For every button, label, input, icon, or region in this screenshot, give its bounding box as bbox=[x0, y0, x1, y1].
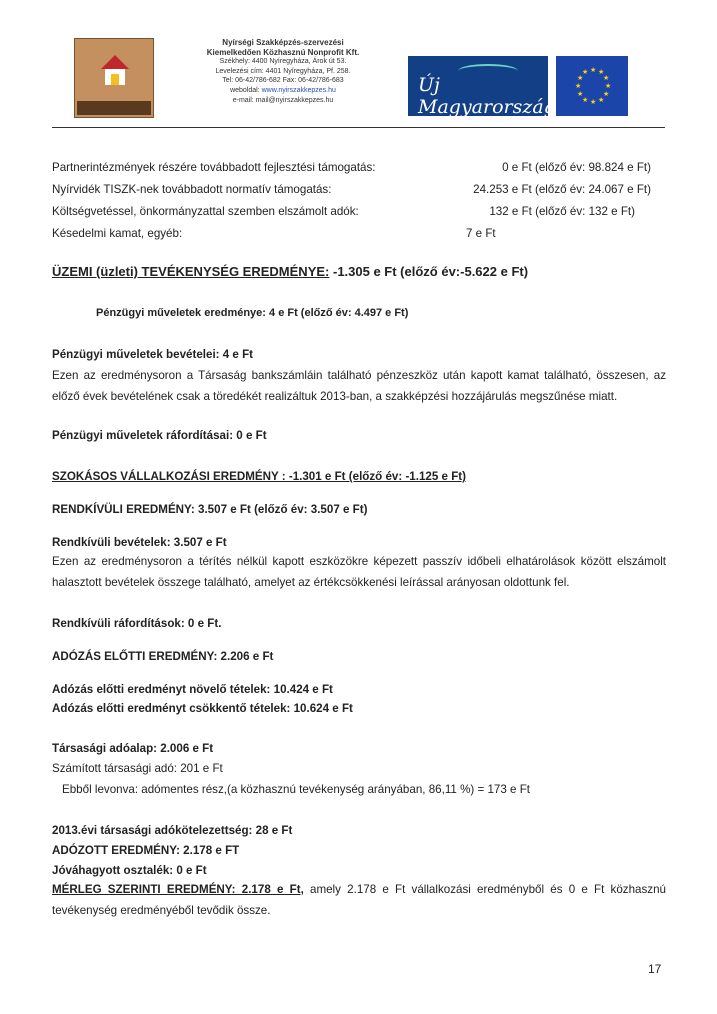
item-value: 7 e Ft bbox=[466, 227, 496, 240]
rendkivuli-bevetelek: Rendkívüli bevételek: 3.507 e Ft bbox=[52, 536, 227, 549]
svg-text:★: ★ bbox=[582, 68, 589, 76]
page-number: 17 bbox=[648, 962, 662, 976]
uj-magyarorszag-logo bbox=[408, 56, 556, 118]
adozas-elotti-heading: ADÓZÁS ELŐTTI EREDMÉNY: 2.206 e Ft bbox=[52, 650, 274, 663]
item-label: Késedelmi kamat, egyéb: bbox=[52, 227, 183, 240]
item-label: Partnerintézmények részére továbbadott fejlesztési támogatás: bbox=[52, 161, 376, 174]
svg-text:★: ★ bbox=[598, 96, 605, 104]
adokotelezettseg: 2013.évi társasági adókötelezettség: 28 e Ft bbox=[52, 824, 293, 837]
postal-address-line: Levelezési cím: 4401 Nyíregyháza, Pf. 258. bbox=[215, 67, 351, 75]
svg-text:★: ★ bbox=[605, 82, 612, 90]
svg-text:★: ★ bbox=[603, 74, 610, 82]
penzugyi-bevetelei-text: Ezen az eredménysoron a Társaság bankszámláin található pénzeszköz után kapott kamat található, összesen, az előző évek bevételének csak a töredékét realizáltuk 2013-ban, a szakképzési hozzájárulás megszűnése miatt. bbox=[52, 369, 666, 403]
szamitott-ado: Számított társasági adó: 201 e Ft bbox=[52, 762, 223, 775]
uzemi-heading: ÜZEMI (üzleti) TEVÉKENYSÉG EREDMÉNYE: -1.305 e Ft (előző év:-5.622 e Ft) bbox=[52, 264, 529, 279]
adozott-eredmeny: ADÓZOTT EREDMÉNY: 2.178 e FT bbox=[52, 844, 240, 857]
levonva-line: Ebből levonva: adómentes rész,(a közhasznú tevékenység arányában, 86,11 %) = 173 e Ft bbox=[62, 783, 531, 796]
website-link[interactable]: www.nyirszakkepzes.hu bbox=[261, 86, 336, 94]
header-divider bbox=[52, 127, 665, 128]
item-label: Nyírvidék TISZK-nek továbbadott normatív támogatás: bbox=[52, 183, 332, 196]
szokasos-heading: SZOKÁSOS VÁLLALKOZÁSI EREDMÉNY : -1.301 e Ft (előző év: -1.125 e Ft) bbox=[52, 470, 467, 483]
company-logo bbox=[74, 38, 154, 118]
rendkivuli-raforditasok: Rendkívüli ráfordítások: 0 e Ft. bbox=[52, 617, 222, 630]
penzugyi-raforditasai: Pénzügyi műveletek ráfordításai: 0 e Ft bbox=[52, 429, 267, 442]
email-label: e-mail: bbox=[232, 96, 254, 104]
svg-text:★: ★ bbox=[575, 82, 582, 90]
penzugyi-eredmeny: Pénzügyi műveletek eredménye: 4 e Ft (előző év: 4.497 e Ft) bbox=[96, 307, 409, 319]
svg-text:★: ★ bbox=[590, 66, 597, 74]
svg-text:★: ★ bbox=[577, 74, 584, 82]
org-name-line2: Kiemelkedően Közhasznú Nonprofit Kft. bbox=[206, 47, 360, 57]
web-label: weboldal: bbox=[230, 86, 260, 94]
svg-text:★: ★ bbox=[603, 90, 610, 98]
csokkento-tetelek: Adózás előtti eredményt csökkentő tételek: 10.624 e Ft bbox=[52, 702, 353, 715]
svg-text:★: ★ bbox=[582, 96, 589, 104]
novelo-tetelek: Adózás előtti eredményt növelő tételek: 10.424 e Ft bbox=[52, 683, 333, 696]
osztalek: Jóváhagyott osztalék: 0 e Ft bbox=[52, 864, 207, 877]
rendkivuli-heading: RENDKÍVÜLI EREDMÉNY: 3.507 e Ft (előző év: 3.507 e Ft) bbox=[52, 503, 368, 516]
svg-text:★: ★ bbox=[598, 68, 605, 76]
item-label: Költségvetéssel, önkormányzattal szemben elszámolt adók: bbox=[52, 205, 359, 218]
address-line: Székhely: 4400 Nyíregyháza, Árok út 53. bbox=[219, 58, 347, 66]
svg-text:★: ★ bbox=[577, 90, 584, 98]
item-value: 24.253 e Ft (előző év: 24.067 e Ft) bbox=[473, 183, 651, 196]
tarsasagi-adoalap: Társasági adóalap: 2.006 e Ft bbox=[52, 742, 214, 755]
merleg-text: amely 2.178 e Ft vállalkozási eredményből és 0 e Ft közhasznú tevékenység eredményéből tevődik össze. bbox=[52, 883, 666, 917]
penzugyi-bevetelei: Pénzügyi műveletek bevételei: 4 e Ft bbox=[52, 348, 254, 361]
house-icon bbox=[101, 55, 129, 69]
svg-text:★: ★ bbox=[590, 98, 597, 106]
merleg-paragraph bbox=[52, 880, 666, 921]
merleg-heading: MÉRLEG SZERINTI EREDMÉNY: 2.178 e Ft, bbox=[52, 883, 304, 896]
phone-line: Tel: 06-42/786-682 Fax: 06-42/786-683 bbox=[222, 77, 344, 85]
rendkivuli-text: Ezen az eredménysoron a térítés nélkül kapott eszközökre képezett passzív időbeli elhatárolások között elszámolt halasztott bevételek összege található, amelyet az értékcsökkenési leírással arányosan oldottunk fel. bbox=[52, 555, 666, 589]
email-link[interactable]: mail@nyirszakkepzes.hu bbox=[255, 96, 334, 104]
eu-flag-icon bbox=[556, 56, 628, 116]
letterhead-text bbox=[168, 38, 398, 105]
item-value: 0 e Ft (előző év: 98.824 e Ft) bbox=[502, 161, 651, 174]
uj-magyarorszag-logo-text: Új Magyarország bbox=[418, 74, 556, 118]
item-value: 132 e Ft (előző év: 132 e Ft) bbox=[489, 205, 635, 218]
org-name-line1: Nyírségi Szakképzés-szervezési bbox=[222, 38, 344, 47]
